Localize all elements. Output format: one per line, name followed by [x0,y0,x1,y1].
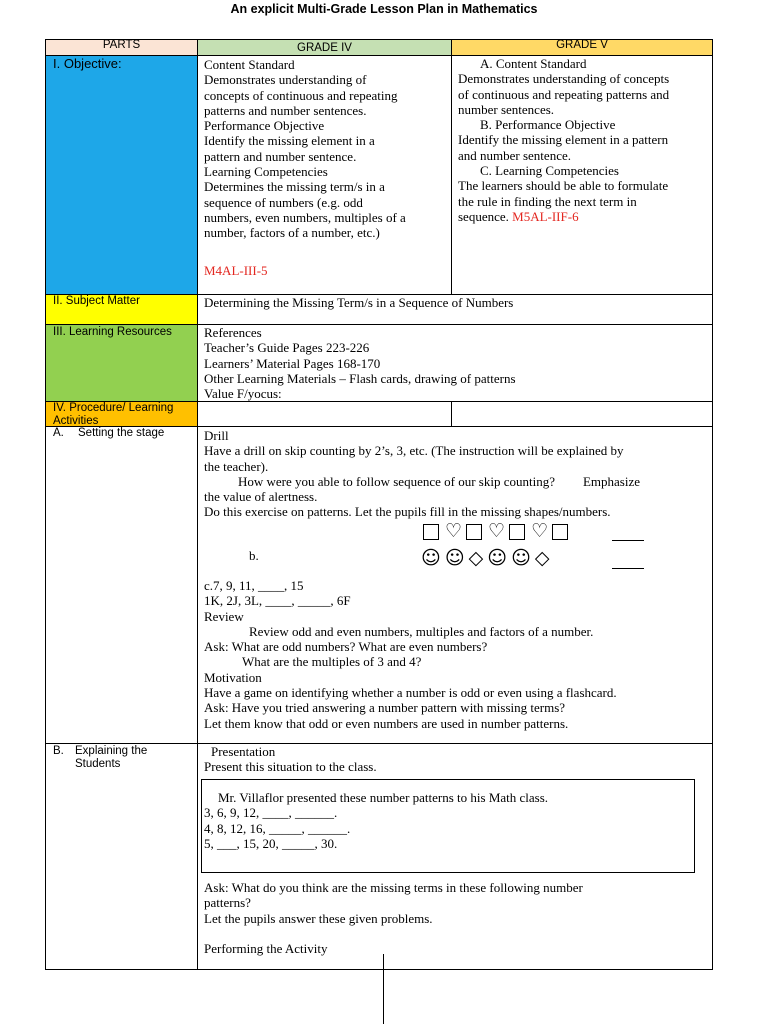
g4-line: Demonstrates understanding of [204,72,367,88]
resource-line: References [204,325,262,340]
explain-label [75,745,147,771]
resources-label: III. Learning Resources [53,326,172,338]
grade5-code: M5AL-IIF-6 [512,208,579,224]
smiley-icon: ☺ [487,547,508,569]
g4-line: concepts of continuous and repeating [204,87,398,103]
situation-line: 3, 6, 9, 12, ____, ______. [204,805,338,821]
spacer-line [204,926,709,941]
g4-line: Determines the missing term/s in a [204,179,385,195]
objective-bg [46,56,197,294]
perform-heading: Performing the Activity [204,941,328,957]
stage-line: the teacher). [204,458,269,474]
g4-line: Identify the missing element in a [204,133,375,149]
explain-label-line1: Explaining the [75,745,148,757]
g4-line: Performance Objective [204,118,325,134]
situation-line: 5, ___, 15, 20, _____, 30. [204,835,338,851]
pattern-d: 1K, 2J, 3L, ____, _____, 6F [204,593,351,609]
procedure-label-line1: IV. Procedure/ Learning [53,402,174,414]
grade5-objective [458,56,711,224]
stage-line: Do this exercise on patterns. Let the pupils fill in the missing shapes/numbers. [204,504,611,520]
procedure-label-line2: Activities [53,415,99,427]
square-icon [423,524,439,540]
objective-label: I. Objective: [53,56,122,71]
square-icon [466,524,482,540]
ask-line: patterns? [204,895,251,911]
g5-last-prefix: sequence. [458,208,513,224]
situation-text [204,790,692,851]
stage-line [204,474,709,489]
resource-line: Value F/yocus: [204,386,282,402]
pattern-row-b [421,549,554,568]
g5-line: number sentences. [458,101,555,117]
explain-letter: B. [53,745,64,757]
setting-stage-top [204,428,709,520]
review-heading: Review [204,608,244,624]
review-line: Review odd and even numbers, multiples and factors of a number. [249,623,594,639]
setting-stage-bottom [204,578,709,731]
review-line: What are the multiples of 3 and 4? [242,654,422,670]
diamond-icon: ◇ [468,547,484,569]
grade4-code: M4AL-III-5 [204,263,268,278]
resources-list [204,325,516,401]
smiley-icon: ☺ [444,547,465,569]
stage-emphasize: Emphasize [582,473,641,489]
pattern-row-b-blank [612,567,644,569]
g4-line: numbers, even numbers, multiples of a [204,209,406,225]
resource-line: Other Learning Materials – Flash cards, drawing of patterns [204,370,516,386]
smiley-icon: ☺ [421,547,441,569]
motivation-heading: Motivation [204,669,262,685]
grade5-header: GRADE V [556,39,608,51]
stage-letter: A. [53,427,64,439]
parts-header: PARTS [102,39,141,51]
presentation-heading: Presentation [211,744,276,759]
pattern-row-a-blank [612,539,644,541]
subject-label: II. Subject Matter [53,295,140,307]
explaining-bottom [204,880,709,956]
g5-heading-a: A. Content Standard [480,56,587,71]
g5-heading-b: B. Performance Objective [480,117,616,133]
smiley-icon: ☺ [511,547,531,569]
g4-line: Learning Competencies [204,164,328,180]
situation-line: Mr. Villaflor presented these number patterns to his Math class. [218,790,549,805]
square-icon [552,524,568,540]
resource-line: Learners’ Material Pages 168-170 [204,355,381,371]
situation-line: 4, 8, 12, 16, _____, ______. [204,820,351,836]
motivation-line: Ask: Have you tried answering a number pattern with missing terms? [204,700,566,716]
stage-line: the value of alertness. [204,489,318,505]
g4-line: patterns and number sentences. [204,102,367,118]
g5-line: Demonstrates understanding of concepts [458,71,670,87]
square-icon [509,524,525,540]
g5-line: the rule in finding the next term in [458,193,637,209]
document-title: An explicit Multi-Grade Lesson Plan in Mathematics [230,2,538,16]
g4-line: number, factors of a number, etc.) [204,225,380,241]
heart-icon: ♡ [531,520,549,542]
g5-line: The learners should be able to formulate [458,178,669,194]
grade4-header: GRADE IV [297,42,352,54]
ask-line: Ask: What do you think are the missing terms in these following number [204,880,583,895]
motivation-line: Let them know that odd or even numbers are used in number patterns. [204,715,569,731]
g5-last-line [458,209,711,224]
heart-icon: ♡ [445,520,463,542]
g4-line: sequence of numbers (e.g. odd [204,194,363,210]
subject-matter-text: Determining the Missing Term/s in a Sequence of Numbers [204,295,514,310]
review-line: Ask: What are odd numbers? What are even numbers? [204,639,488,655]
g5-line: and number sentence. [458,147,571,163]
grade4-objective [204,57,449,241]
g5-line: of continuous and repeating patterns and [458,86,670,102]
explain-label-line2: Students [75,758,121,770]
pattern-c: c.7, 9, 11, ____, 15 [204,578,304,593]
explaining-top [204,744,709,775]
g4-line: Content Standard [204,57,295,72]
presentation-line: Present this situation to the class. [204,759,377,775]
stage-label: Setting the stage [78,427,165,439]
g4-line: pattern and number sentence. [204,148,357,164]
pattern-b-label: b. [249,548,259,563]
procedure-label [53,402,173,428]
stage-question: How were you able to follow sequence of our skip counting? [238,473,555,489]
heart-icon: ♡ [488,520,506,542]
drill-heading: Drill [204,428,229,443]
g5-heading-c: C. Learning Competencies [480,163,619,179]
let-line: Let the pupils answer these given problems. [204,910,433,926]
g5-line: Identify the missing element in a pattern [458,132,669,148]
stage-line: Have a drill on skip counting by 2’s, 3, etc. (The instruction will be explained by [204,443,624,459]
motivation-line: Have a game on identifying whether a number is odd or even using a flashcard. [204,685,617,701]
resource-line: Teacher’s Guide Pages 223-226 [204,340,370,356]
diamond-icon: ◇ [534,547,550,569]
pattern-row-a [423,522,574,541]
